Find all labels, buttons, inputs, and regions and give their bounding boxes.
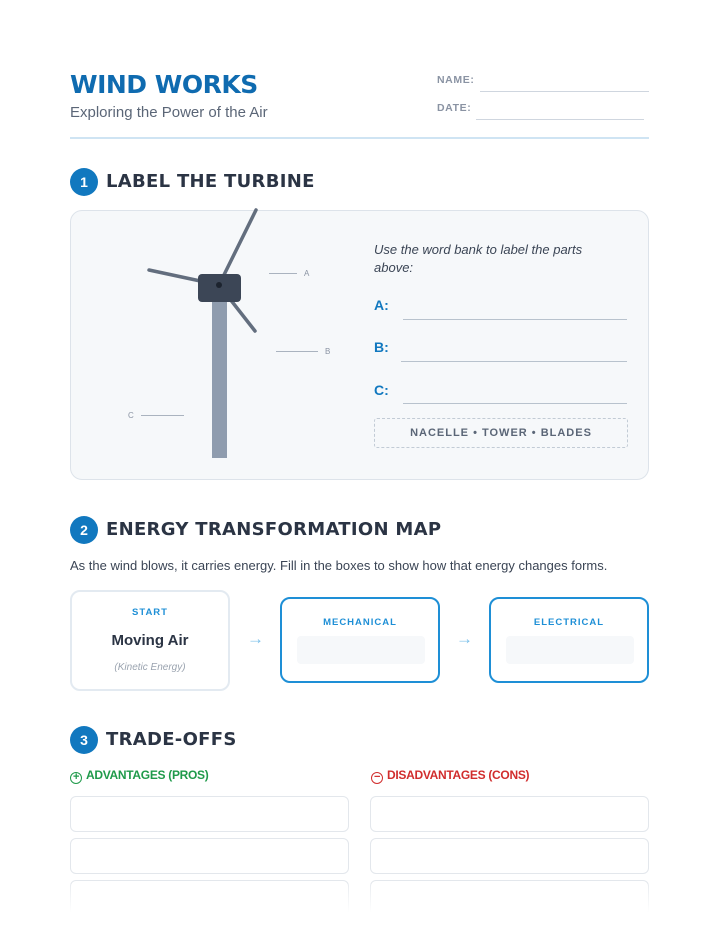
section-1-title: LABEL THE TURBINE — [106, 171, 315, 192]
callout-b-line — [276, 351, 318, 352]
worksheet-subtitle: Exploring the Power of the Air — [70, 104, 268, 121]
minus-circle-icon: − — [371, 772, 383, 784]
plus-circle-icon: + — [70, 772, 82, 784]
pros-label: ADVANTAGES (PROS) — [86, 768, 209, 782]
answer-a-label: A: — [374, 297, 389, 313]
worksheet-title: WIND WORKS — [70, 70, 258, 99]
cons-label: DISADVANTAGES (CONS) — [387, 768, 530, 782]
turbine-tower — [212, 298, 227, 458]
turbine-hub — [216, 282, 222, 288]
cons-heading — [371, 768, 529, 784]
answer-c-line[interactable] — [403, 403, 627, 404]
flow-arrow-icon: → — [247, 629, 264, 648]
callout-a-letter: A — [304, 269, 310, 278]
turbine-nacelle — [198, 274, 241, 302]
callout-b-letter: B — [325, 347, 331, 356]
turbine-blade — [219, 210, 256, 285]
flow-electrical-input[interactable] — [506, 636, 634, 664]
pros-entry-box[interactable] — [70, 796, 349, 832]
flow-electrical-caption: ELECTRICAL — [533, 617, 605, 628]
date-label: DATE: — [437, 102, 472, 114]
flow-electrical-box — [489, 597, 649, 683]
answer-b-line[interactable] — [401, 361, 627, 362]
energy-intro: As the wind blows, it carries energy. Fill in the boxes to show how that energy changes forms. — [70, 558, 608, 573]
callout-c-line — [141, 415, 184, 416]
callout-a-line — [269, 273, 297, 274]
answer-b-label: B: — [374, 339, 389, 355]
name-label: NAME: — [437, 74, 475, 86]
flow-start-sub: (Kinetic Energy) — [114, 662, 186, 673]
word-bank: NACELLE • TOWER • BLADES — [374, 418, 628, 448]
flow-mechanical-input[interactable] — [297, 636, 425, 664]
flow-mechanical-box — [280, 597, 440, 683]
section-3-number: 3 — [70, 726, 98, 754]
cons-entry-box[interactable] — [370, 838, 649, 874]
section-2-number: 2 — [70, 516, 98, 544]
page-bottom-fade — [0, 884, 720, 932]
section-2-title: ENERGY TRANSFORMATION MAP — [106, 519, 442, 540]
flow-arrow-icon: → — [456, 629, 473, 648]
callout-c-letter: C — [128, 411, 134, 420]
section-3-title: TRADE-OFFS — [106, 729, 237, 750]
pros-heading — [70, 768, 208, 784]
flow-start-main: Moving Air — [111, 632, 189, 649]
answer-a-line[interactable] — [403, 319, 627, 320]
cons-entry-box[interactable] — [370, 796, 649, 832]
flow-start-caption: START — [132, 607, 168, 618]
flow-start-box — [70, 590, 230, 691]
flow-mechanical-caption: MECHANICAL — [323, 617, 397, 628]
section-1-number: 1 — [70, 168, 98, 196]
label-instructions: Use the word bank to label the parts above: — [374, 242, 583, 275]
pros-entry-box[interactable] — [70, 838, 349, 874]
answer-c-label: C: — [374, 382, 389, 398]
